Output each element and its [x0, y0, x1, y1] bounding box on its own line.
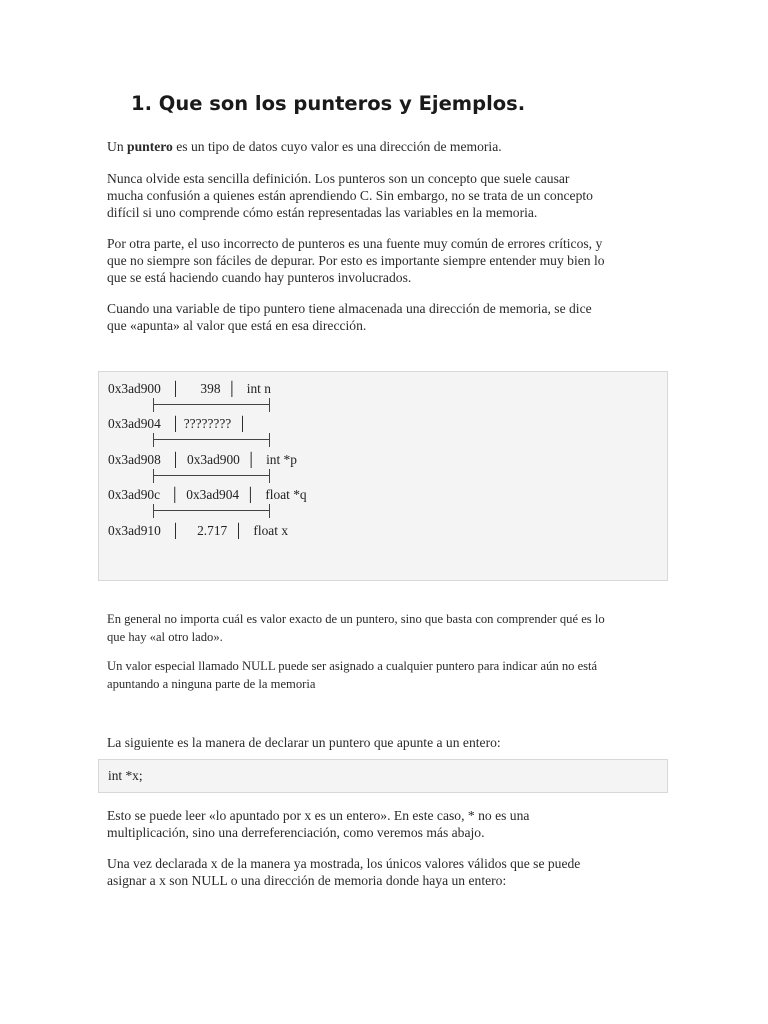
paragraph-line: difícil si uno comprende cómo están representadas las variables en la memoria.	[107, 205, 538, 220]
paragraph-line: que no siempre son fáciles de depurar. Por esto es importante siempre entender muy bien lo	[107, 253, 605, 268]
paragraph-line: apuntando a ninguna parte de la memoria	[107, 676, 316, 691]
code-declaration-box	[98, 759, 668, 793]
paragraph-line: Esto se puede leer «lo apuntado por x es un entero». En este caso, * no es una	[107, 808, 530, 823]
paragraph-errors	[107, 235, 605, 286]
memory-row-divider	[153, 439, 270, 451]
paragraph-line: Una vez declarada x de la manera ya mostrada, los únicos valores válidos que se puede	[107, 856, 581, 871]
paragraph-line: que hay «al otro lado».	[107, 629, 223, 644]
paragraph-line: En general no importa cuál es valor exacto de un puntero, sino que basta con comprender qué es lo	[107, 612, 605, 626]
memory-row: 0x3ad904 │ ???????? │	[108, 416, 248, 431]
paragraph-valid-values	[107, 855, 580, 889]
paragraph-line: Cuando una variable de tipo puntero tiene almacenada una dirección de memoria, se dice	[107, 301, 592, 316]
paragraph-line: Nunca olvide esta sencilla definición. Los punteros son un concepto que suele causar	[107, 171, 570, 186]
paragraph-line: Un valor especial llamado NULL puede ser asignado a cualquier puntero para indicar aún no está	[107, 659, 598, 673]
memory-row: 0x3ad910 │ 2.717 │ float x	[108, 523, 289, 538]
paragraph-declare: La siguiente es la manera de declarar un puntero que apunte a un entero:	[107, 735, 501, 750]
intro-bold-term: puntero	[127, 139, 173, 154]
intro-paragraph	[107, 138, 502, 155]
memory-row: 0x3ad908 │ 0x3ad900 │ int *p	[108, 452, 297, 467]
memory-diagram-box	[98, 371, 668, 581]
paragraph-definition	[107, 170, 593, 221]
paragraph-read-as	[107, 807, 529, 841]
memory-row: 0x3ad90c │ 0x3ad904 │ float *q	[108, 487, 307, 502]
paragraph-line: asignar a x son NULL o una dirección de memoria donde haya un entero:	[107, 873, 507, 888]
paragraph-null	[107, 658, 597, 693]
code-declaration: int *x;	[108, 768, 143, 783]
memory-row-divider	[153, 510, 270, 522]
paragraph-line: que se está haciendo cuando hay punteros involucrados.	[107, 270, 412, 285]
paragraph-line: que «apunta» al valor que está en esa dirección.	[107, 318, 367, 333]
paragraph-pointer-value	[107, 611, 605, 646]
paragraph-points-to	[107, 300, 592, 334]
paragraph-line: Por otra parte, el uso incorrecto de punteros es una fuente muy común de errores críticos, y	[107, 236, 603, 251]
page-title: 1. Que son los punteros y Ejemplos.	[131, 92, 526, 115]
intro-suffix: es un tipo de datos cuyo valor es una dirección de memoria.	[172, 139, 502, 154]
paragraph-line: mucha confusión a quienes están aprendiendo C. Sin embargo, no se trata de un concepto	[107, 188, 593, 203]
memory-row-divider	[153, 475, 270, 487]
paragraph-line: multiplicación, sino una derreferenciación, como veremos más abajo.	[107, 825, 485, 840]
intro-prefix: Un	[107, 139, 128, 154]
memory-row-divider	[153, 404, 270, 416]
memory-row: 0x3ad900 │ 398 │ int n	[108, 381, 271, 396]
